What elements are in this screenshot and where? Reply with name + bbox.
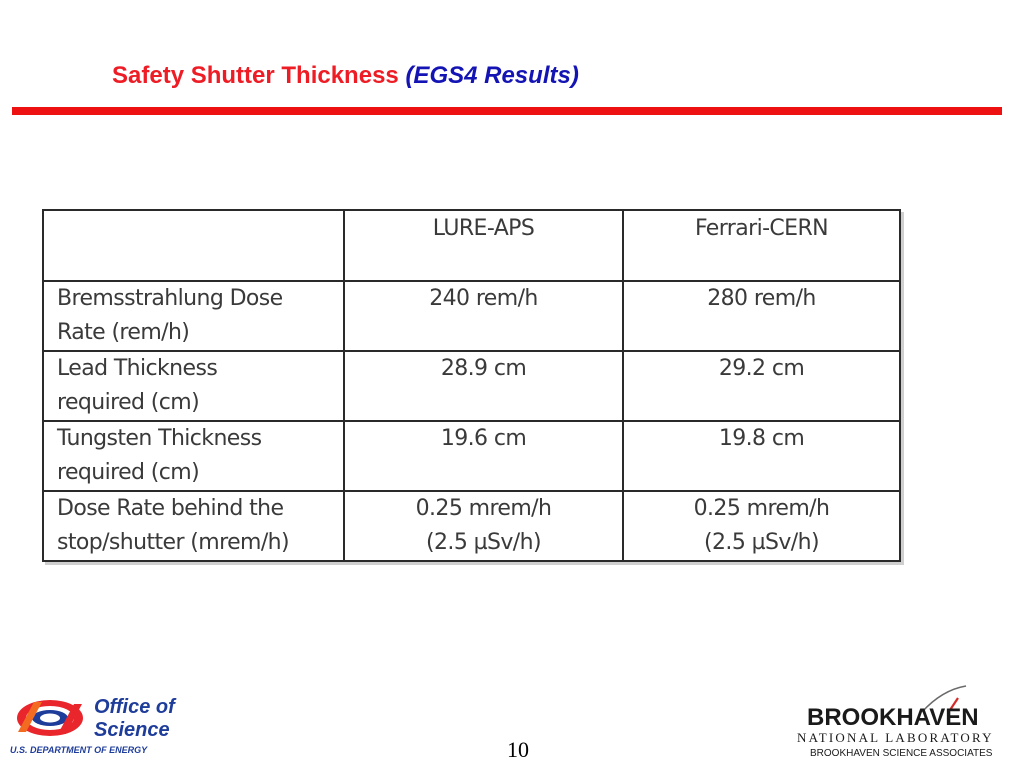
page-number: 10: [507, 737, 529, 762]
row-label-lead-thickness: Lead Thickness required (cm): [43, 351, 344, 421]
table-row: [43, 351, 900, 421]
bnl-logo-lab: NATIONAL LABORATORY: [797, 730, 994, 745]
slide-title: [112, 60, 579, 92]
value-cell: 240 rem/h: [344, 281, 623, 351]
row-label-bremsstrahlung-dose-rate: Bremsstrahlung Dose Rate (rem/h): [43, 281, 344, 351]
value-cell: 280 rem/h: [623, 281, 900, 351]
header-cell-lure-aps: LURE-APS: [344, 210, 623, 281]
row-label-tungsten-thickness: Tungsten Thickness required (cm): [43, 421, 344, 491]
table-header-row: [43, 210, 900, 281]
value-cell: 19.8 cm: [623, 421, 900, 491]
slide-title-main: Safety Shutter Thickness: [112, 62, 399, 89]
table-row: [43, 281, 900, 351]
value-cell: 0.25 mrem/h (2.5 µSv/h): [344, 491, 623, 561]
row-label-dose-rate-behind-shutter: Dose Rate behind the stop/shutter (mrem/h): [43, 491, 344, 561]
title-rule: [12, 107, 1002, 115]
table-row: [43, 491, 900, 561]
doe-emblem-icon: [17, 700, 83, 736]
value-cell: 29.2 cm: [623, 351, 900, 421]
header-cell-ferrari-cern: Ferrari-CERN: [623, 210, 900, 281]
header-cell-empty: [43, 210, 344, 281]
doe-office-of-science-text: Office of Science: [94, 696, 175, 741]
results-table: [42, 209, 901, 562]
slide-title-subtitle: (EGS4 Results): [405, 62, 579, 89]
doe-department-text: U.S. DEPARTMENT OF ENERGY: [10, 745, 148, 755]
bnl-associates-text: BROOKHAVEN SCIENCE ASSOCIATES: [810, 748, 993, 759]
value-cell: 28.9 cm: [344, 351, 623, 421]
value-cell: 19.6 cm: [344, 421, 623, 491]
bnl-logo-name: BROOKHAVEN: [807, 704, 979, 731]
table-row: [43, 421, 900, 491]
value-cell: 0.25 mrem/h (2.5 µSv/h): [623, 491, 900, 561]
